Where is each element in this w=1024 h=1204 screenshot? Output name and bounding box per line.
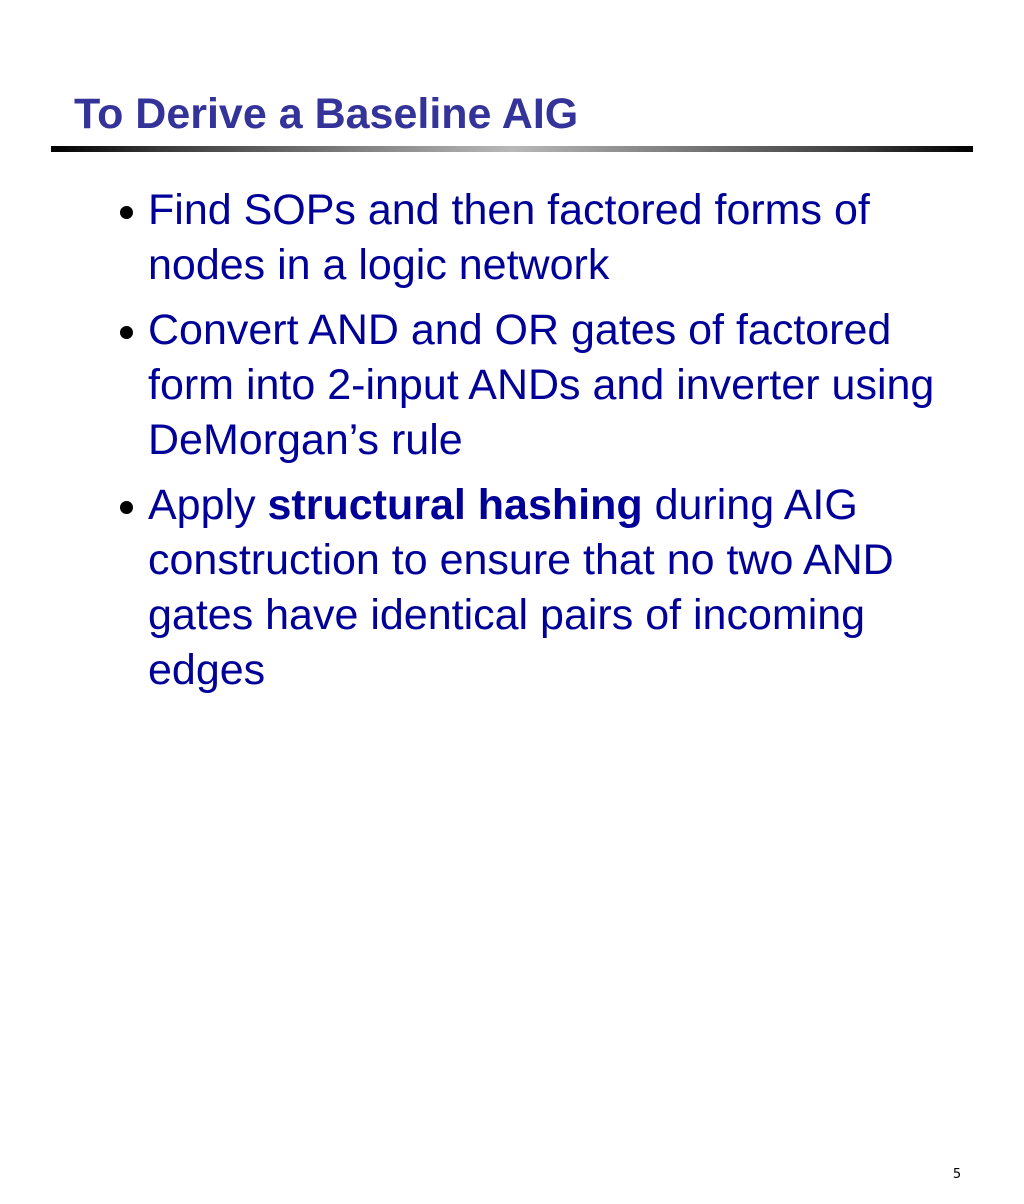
page-number: 5 xyxy=(952,1167,962,1182)
bullet-dot-icon xyxy=(120,326,133,339)
bullet-text: Find SOPs and then factored forms of nodes in a logic network xyxy=(148,186,870,289)
bold-term: structural hashing xyxy=(267,481,643,529)
bullet-item xyxy=(116,478,976,698)
bullet-list xyxy=(116,183,976,708)
bullet-text-prefix: Apply xyxy=(148,481,268,529)
slide-title: To Derive a Baseline AIG xyxy=(74,90,579,138)
bullet-text-suffix: during AIG construction to ensure that no two AND gates have identical pairs of incoming edges xyxy=(148,481,894,694)
title-underline xyxy=(51,146,973,152)
bullet-dot-icon xyxy=(120,501,133,514)
bullet-item xyxy=(116,303,976,468)
bullet-item xyxy=(116,183,976,293)
bullet-text: Convert AND and OR gates of factored form into 2-input ANDs and inverter using DeMorgan’s rule xyxy=(148,306,935,464)
bullet-dot-icon xyxy=(120,206,133,219)
